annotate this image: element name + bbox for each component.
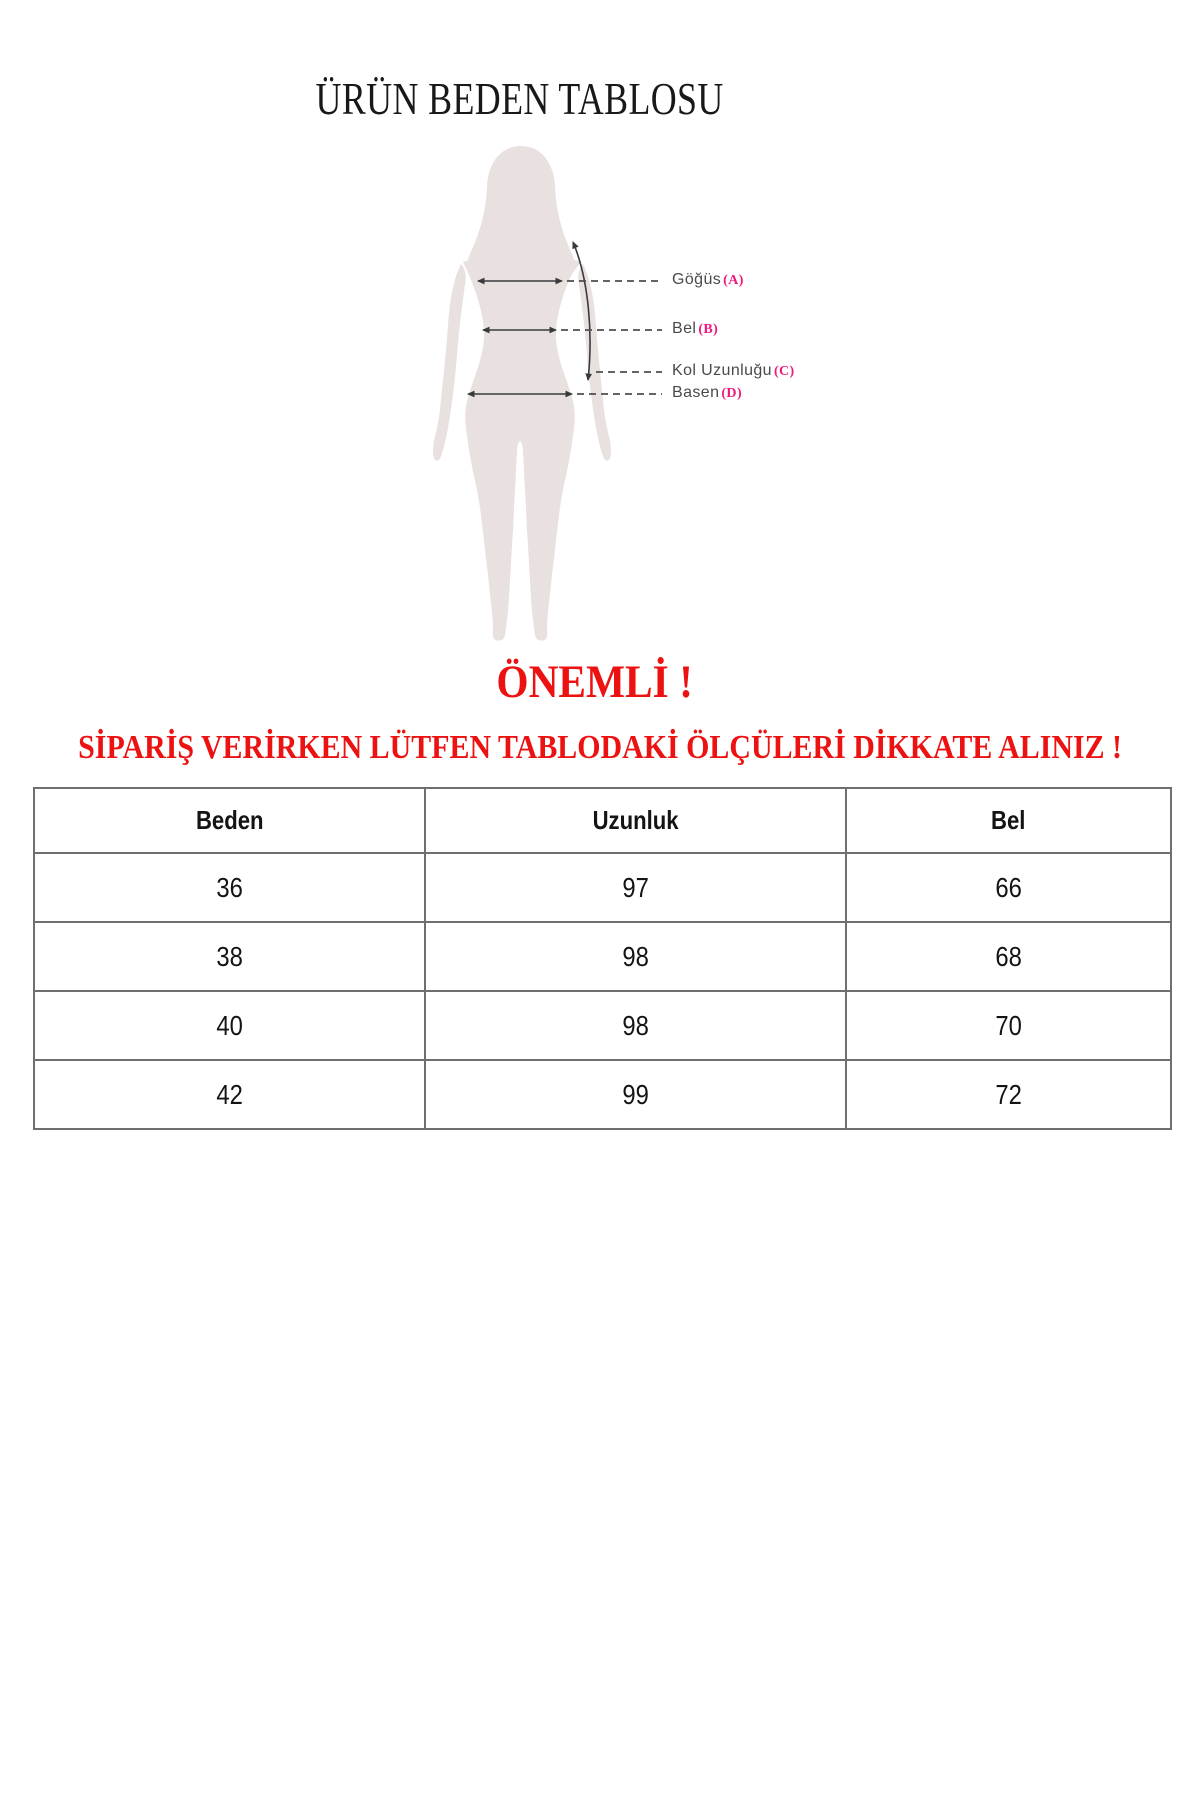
cell-bel [846, 853, 1171, 922]
cell-bel [846, 922, 1171, 991]
cell-beden [34, 991, 425, 1060]
cell-value: 70 [995, 1009, 1022, 1041]
cell-value: 72 [995, 1078, 1022, 1110]
measurement-label-arm-length [672, 361, 795, 381]
cell-value: 68 [995, 940, 1022, 972]
cell-bel [846, 1060, 1171, 1129]
measurement-letter: (D) [721, 386, 743, 401]
measurement-label-chest [672, 270, 744, 290]
cell-uzunluk [425, 1060, 846, 1129]
cell-value: 66 [995, 871, 1022, 903]
size-table [33, 787, 1172, 1130]
cell-bel [846, 991, 1171, 1060]
measurement-label-hip [672, 383, 742, 403]
column-header-label: Bel [991, 805, 1026, 835]
measurement-label-waist [672, 319, 718, 339]
cell-uzunluk [425, 922, 846, 991]
cell-value: 40 [216, 1009, 243, 1041]
column-header-bel [846, 788, 1171, 853]
table-row [34, 991, 1171, 1060]
cell-value: 98 [622, 940, 649, 972]
column-header-label: Uzunluk [592, 805, 679, 835]
table-row [34, 853, 1171, 922]
measurement-label-text: Kol Uzunluğu [672, 362, 772, 379]
cell-value: 98 [622, 1009, 649, 1041]
left-arm-shape [433, 264, 466, 461]
measurement-label-text: Göğüs [672, 271, 722, 288]
cell-value: 99 [622, 1078, 649, 1110]
warning-text-row [0, 729, 1200, 767]
torso-legs-shape [463, 252, 581, 641]
size-table-header-row [34, 788, 1171, 853]
important-heading: ÖNEMLİ ! [496, 656, 694, 708]
measurement-letter: (C) [773, 364, 795, 379]
cell-value: 36 [216, 871, 243, 903]
page-title: ÜRÜN BEDEN TABLOSU [315, 73, 725, 124]
cell-value: 42 [216, 1078, 243, 1110]
cell-value: 38 [216, 940, 243, 972]
warning-text: SİPARİŞ VERİRKEN LÜTFEN TABLODAKİ ÖLÇÜLERİ DİKKATE ALINIZ ! [78, 729, 1122, 766]
cell-beden [34, 853, 425, 922]
table-row [34, 1060, 1171, 1129]
table-row [34, 922, 1171, 991]
body-silhouette-graphic [360, 130, 700, 660]
column-header-label: Beden [195, 805, 264, 835]
measurement-letter: (B) [698, 322, 719, 337]
cell-value: 97 [622, 871, 649, 903]
measurement-label-text: Bel [672, 320, 697, 337]
column-header-uzunluk [425, 788, 846, 853]
cell-uzunluk [425, 853, 846, 922]
right-arm-shape [578, 264, 611, 461]
body-measurement-diagram [0, 0, 1200, 660]
cell-uzunluk [425, 991, 846, 1060]
cell-beden [34, 922, 425, 991]
measurement-label-text: Basen [672, 384, 720, 401]
column-header-beden [34, 788, 425, 853]
important-heading-row [0, 655, 1195, 709]
measurement-letter: (A) [723, 273, 744, 288]
cell-beden [34, 1060, 425, 1129]
